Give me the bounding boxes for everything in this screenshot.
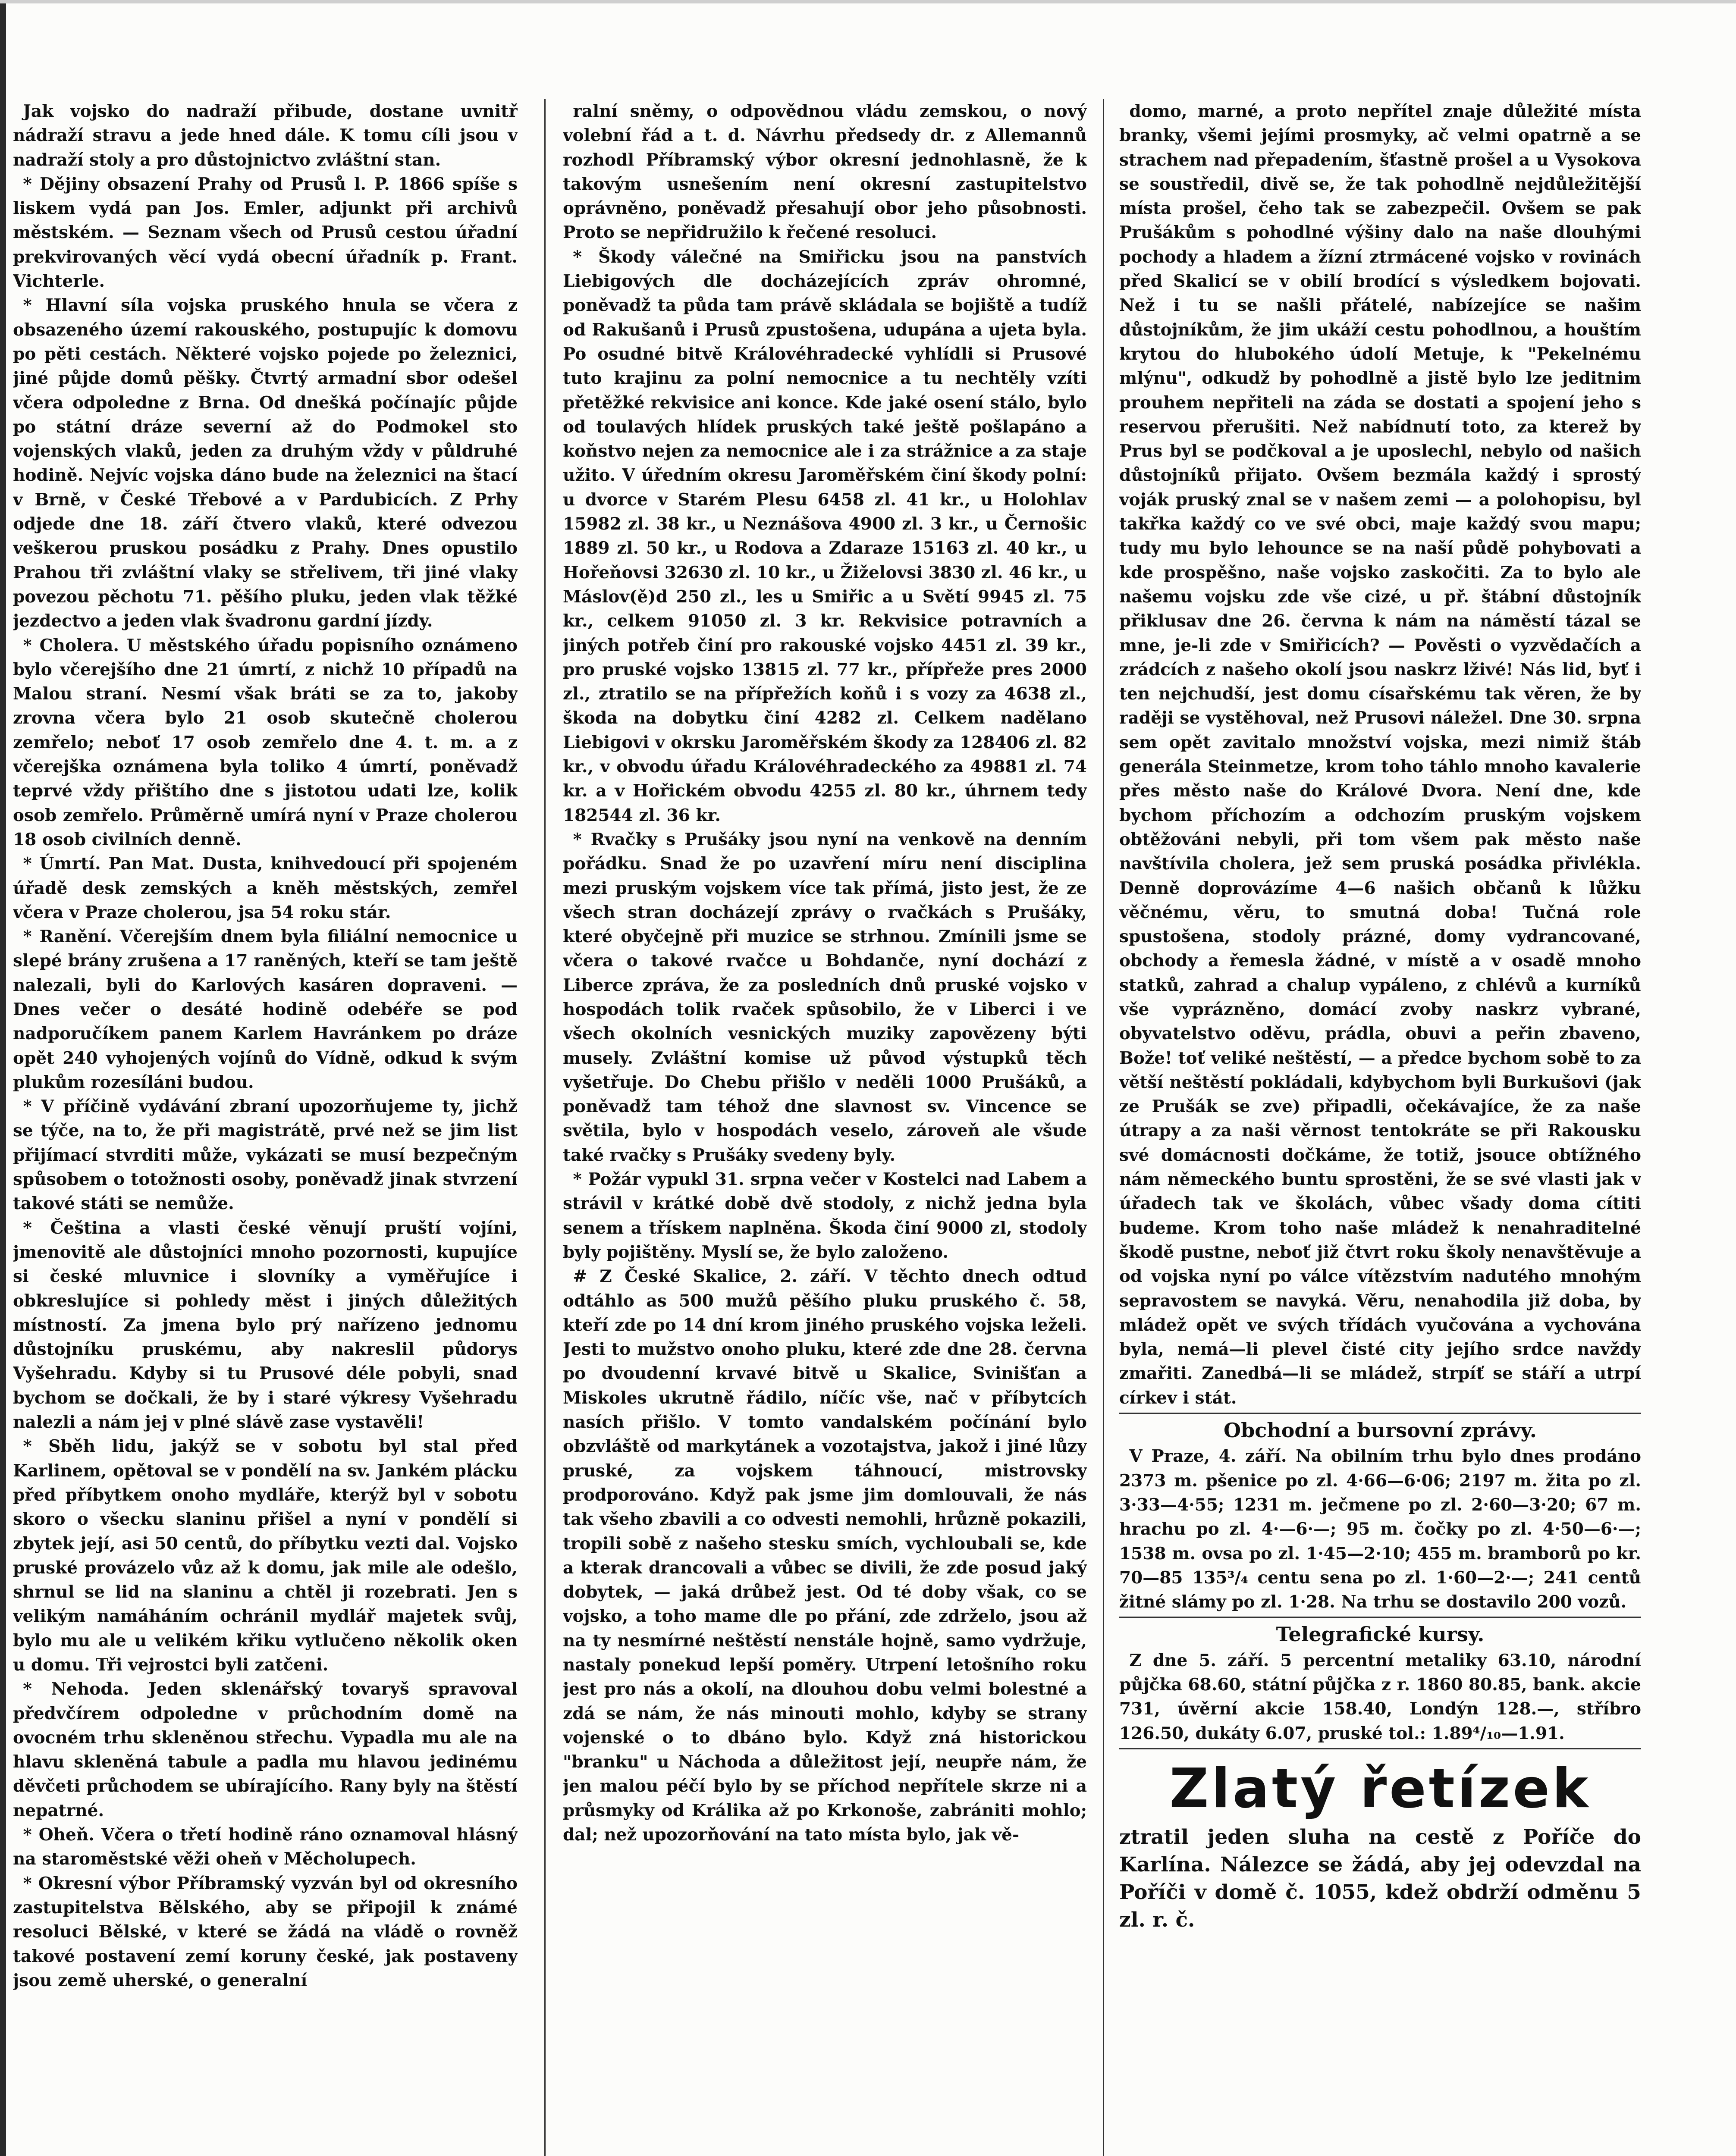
- column-1: [13, 99, 518, 2156]
- column-divider: [1103, 99, 1104, 2156]
- section-divider: [1119, 1748, 1641, 1749]
- article-paragraph: * V příčině vydávání zbraní upozorňujeme ty, jichž se týče, na to, že při magistrátě, prvé než se jim list přijímací stvrditi může, vykázati se musí bezpečným spůsobem o totožnosti osoby, poněvadž jinak stvrzení takové státi se nemůže.: [13, 1097, 518, 1214]
- scan-edge: [0, 0, 6, 2156]
- article-paragraph: * Nehoda. Jeden sklenářský tovaryš spravoval předvčírem odpoledne v průchodním domě na ovocném trhu skleněnou střechu. Vypadla mu ale na hlavu skleněná tabule a padla mu hlavou jedinému děvčeti průchodem se ubírajícího. Rany byly na štěstí nepatrné.: [13, 1679, 518, 1821]
- article-paragraph: # Z České Skalice, 2. září. V těchto dnech odtud odtáhlo as 500 mužů pěšího pluku pruského č. 58, kteří zde po 14 dní krom jiného pruského vojska leželi. Jesti to mužstvo onoho pluku, které zde dne 28. června po dvoudenní krvavé bitvě u Skalice, Svinišťan a Miskoles ukrutně řádilo, níčíc vše, nač v příbytcích nasích přišlo. V tomto vandalském počínání bylo obzvláště od markytánek a vozotajstva, jakož i jiné lůzy pruské, za vojskem táhnoucí, mistrovsky prodporováno. Když pak jsme jim domlouvali, že nás tak všeho zbavili a co odvesti nemohli, hrůzně pokazili, tropili sobě z našeho stesku smích, vychloubali se, kde a kterak drancovali a vůbec se divili, že zde posud jaký dobytek, — jaká drůbež jest. Od té doby však, co se vojsko, a toho mame dle po přání, zde zdrželo, jsou až na ty nesmírné neštěstí nenstále hojně, samo vydržuje, nastaly ponekud lepší poměry. Utrpení letošního roku jest pro nás a okolí, na dlouhou dobu velmi bolestné a zdá se nám, že nás minouti mohlo, kdyby se strany vojenské o to dbáno bylo. Když zná historickou "branku" u Náchoda a důležitost její, neupře nám, že jen malou péčí bylo by se příchod nepřítele skrze ni a průsmyky od Králika až po Krkonoše, zabrániti mohlo; dal; než upozorňování na tato místa bylo, jak vě-: [563, 1266, 1087, 1845]
- section-divider: [1119, 1413, 1641, 1414]
- article-paragraph: * Dějiny obsazení Prahy od Prusů l. P. 1866 spíše s liskem vydá pan Jos. Emler, adjunkt při archivů městském. — Seznam všech od Prusů cestou úřadní prekvirovaných věcí vydá obecní úřadník p. Frant. Vichterle.: [13, 174, 518, 291]
- telegraph-report: Z dne 5. září. 5 percentní metaliky 63.10, národní půjčka 68.60, státní půjčka z r. 1860 80.85, bank. akcie 731, úvěrní akcie 158.40, Londýn 128.—, stříbro 126.50, dukáty 6.07, pruské tol.: 1.89⁴/₁₀—1.91.: [1119, 1650, 1641, 1743]
- telegraph-section-title: Telegrafické kursy.: [1276, 1623, 1485, 1646]
- market-section-title: Obchodní a bursovní zprávy.: [1224, 1419, 1537, 1442]
- article-paragraph: * Požár vypukl 31. srpna večer v Kostelci nad Labem a strávil v krátké době dvě stodoly, z nichž jedna byla senem a třískem naplněna. Škoda činí 9000 zl, stodoly byly pojištěny. Myslí se, že bylo založeno.: [563, 1169, 1087, 1262]
- article-paragraph: Jak vojsko do nadraží přibude, dostane uvnitř nádraží stravu a jede hned dále. K tomu cíli jsou v nadraží stoly a pro důstojnictvo zvláštní stan.: [13, 101, 518, 170]
- article-paragraph: * Oheň. Včera o třetí hodině ráno oznamoval hlásný na staroměstské věži oheň v Měcholupech.: [13, 1825, 518, 1869]
- article-paragraph: * Škody válečné na Smiřicku jsou na panstvích Liebigových dle docházejících zpráv ohromné, poněvadž ta půda tam právě skládala se bojiště a tudíž od Rakušanů i Prusů zpustošena, udupána a ujeta byla. Po osudné bitvě Královéhradecké vyhlídli si Prusové tuto krajinu za polní nemocnice a tu nechtěly vzíti přetěžké rekvisice ani konce. Kde jaké osení stálo, bylo od toulavých hlídek pruských také ještě pošlapáno a koňstvo nejen za nemocnice ale i za strážnice a za staje užito. V úředním okresu Jaroměřském činí škody polní: u dvorce v Starém Plesu 6458 zl. 41 kr., u Holohlav 15982 zl. 38 kr., u Neznášova 4900 zl. 3 kr., u Černošic 1889 zl. 50 kr., u Rodova a Zdaraze 15163 zl. 40 kr., u Hořeňovsi 32630 zl. 10 kr., u Žiželovsi 3830 zl. 46 kr., u Máslov(ě)d 250 zl., les u Smiřic a u Světí 9945 zl. 75 kr., celkem 91050 zl. 3 kr. Rekvisice potravních a jiných potřeb činí pro rakouské vojsko 4451 zl. 39 kr., pro pruské vojsko 13815 zl. 77 kr., přípřeže pres 2000 zl., ztratilo se na přípřežích koňů i s vozy za 4638 zl., škoda na dobytku činí 4282 zl. Celkem nadělano Liebigovi v okrsku Jaroměřském škody za 128406 zl. 82 kr., v obvodu úřadu Královéhradeckého za 49881 zl. 74 kr. a v Hořickém obvodu 4255 zl. 80 kr., úhrnem tedy 182544 zl. 36 kr.: [563, 247, 1087, 825]
- article-paragraph: * Úmrtí. Pan Mat. Dusta, knihvedoucí při spojeném úřadě desk zemských a kněh městských, zemřel včera v Praze cholerou, jsa 54 roku stár.: [13, 854, 518, 922]
- article-paragraph: * Cholera. U městského úřadu popisního oznámeno bylo včerejšího dne 21 úmrtí, z nichž 10 případů na Malou straní. Nesmí však bráti se za to, jakoby zrovna včera bylo 21 osob skutečně cholerou zemřelo; neboť 17 osob zemřelo dne 4. t. m. a z včerejška oznámena byla toliko 4 úmrtí, poněvadž teprvé vždy přištího dne s jistotou udati lze, kolik osob zemřelo. Průměrně umírá nyní v Praze cholerou 18 osob civilních denně.: [13, 635, 518, 849]
- column-3: [1119, 99, 1641, 2156]
- article-paragraph: * Čeština a vlasti české věnují pruští vojíni, jmenovitě ale důstojníci mnoho pozornosti, kupujíce si české mluvnice i slovníky a vyměřujíce i obkreslujíce si pohledy měst i jiných důležitých místností. Za jmena bylo prý nařízeno jednomu důstojníku pruskému, aby nakreslil půdorys Vyšehradu. Kdyby si tu Prusové déle pobyli, snad bychom se dočkali, že by i staré výkresy Vyšehradu nalezli a nám jej v plné slávě zase vystavěli!: [13, 1218, 518, 1432]
- article-paragraph: domo, marné, a proto nepřítel znaje důležité místa branky, všemi jejími prosmyky, ač velmi opatrně a se strachem nad přepadením, šťastně prošel a u Vysokova se soustředil, divě se, že tak pohodlně nejdůležitější místa prošel, čeho tak se zabezpečil. Ovšem se pak Prušákům s pohodlné výšiny dalo na naše dlouhými pochody a hladem a žízní ztrmácené vojsko v rovinách před Skalicí se v obilí brodící s výsledkem bojovati. Než i tu se našli přátelé, nabízejíce se našim důstojníkům, že jim ukáží cestu pohodlnou, a houštím krytou do hlubokého údolí Metuje, k "Pekelnému mlýnu", odkudž by pohodlně a jistě bylo lze jeditnim prouhem nepřiteli na záda se dostati a spojení jeho s reservou přerušiti. Než nabídnutí toto, za kterež by Prus byl se podčkoval a je uposlechl, nebylo od našich důstojníků přijato. Ovšem bezmála každý i sprostý voják pruský znal se v našem zemi — a polohopisu, byl takřka každý co ve své obci, maje každý svou mapu; tudy mu bylo lehounce se na naší půdě pohybovati a kde prospěšno, naše vojsko zaskočiti. Za to bylo ale našemu vojsku zde vše cizé, u př. štábní důstojník přiklusav dne 26. června k nám na náměstí tázal se mne, je-li zde v Smiřicích? — Pověsti o vyzvědačích a zrádcích z našeho okolí jsou naskrz lživé! Nás lid, byť i ten nejchudší, jest domu císařskému tak věren, že by raději se vystěhoval, než Prusovi náležel. Dne 30. srpna sem opět zavitalo množství vojska, mezi nimiž štáb generála Steinmetze, krom toho táhlo mnoho kavalerie přes město naše do Králové Dvora. Není dne, kde bychom příchozím a odchozím pruským vojskem obtěžováni nebyli, při tom všem pak město naše navštívila cholera, jež sem pruská posádka přivlékla. Denně doprovázíme 4—6 našich občanů k lůžku věčnému, věru, to smutná doba! Tučná role spustošena, stodoly prázné, domy vydrancované, obchody a řemesla žádné, v místě a v osadě mnoho statků, zahrad a chalup vypáleno, z chlévů a kurníků vše vyprázněno, domácí zvoby naskrz vybrané, obyvatelstvo oděvu, prádla, obuvi a peřin zbaveno, Bože! toť veliké neštěstí, — a předce bychom sobě to za větší neštěstí pokládali, kdybychom byli Burkušovi (jak ze Prušák se zve) připadli, očekávajíce, že za naše útrapy a za naši věrnost tentokráte se při Rakousku své domácnosti dočkáme, že totiž, jsouce obtížného nám německého buntu sprostěni, že se své vlasti jak v úřadech tak ve školách, vůbec všady doma cítiti budeme. Krom toho naše mládež k nenahraditelné škodě pustne, neboť již čtvrt roku školy nenavštěvuje a od vojska nyní po válce vítězstvím nadutého mnohým sepravostem se navyká. Věru, nenahodila již doba, by mládež opět ve svých třídách vyučována a vychována byla, nemá—li plevel čisté city jejího srdce navždy zmařiti. Zanedbá—li se mládež, strpíť se stáří a utrpí církev i stát.: [1119, 101, 1641, 1408]
- article-paragraph: * Rvačky s Prušáky jsou nyní na venkově na denním pořádku. Snad že po uzavření míru není disciplina mezi pruským vojskem více tak přímá, jisto jest, že ze všech stran docházejí zprávy o rvačkách s Prušáky, které obyčejně při muzice se strhnou. Zmínili jsme se včera o takové rvačce u Bohdanče, nyní dochází z Liberce zpráva, že za posledních dnů pruské vojsko v hospodách tolik rvaček spůsobilo, že v Liberci i ve všech okolních vesnických muziky zapovězeny býti musely. Zvláštní komise už původ výstupků těch vyšetřuje. Do Chebu přišlo v neděli 1000 Prušáků, a poněvadž tam téhož dne slavnost sv. Vincence se světila, bylo v hospodách veselo, zároveň ale všude také rvačky s Prušáky svedeny byly.: [563, 829, 1087, 1165]
- section-divider: [1119, 1617, 1641, 1618]
- column-divider: [544, 99, 546, 2156]
- article-paragraph: * Ranění. Včerejším dnem byla filiální nemocnice u slepé brány zrušena a 17 raněných, kteří se tam ještě nalezali, byli do Karlových kasáren dopraveni. — Dnes večer o desáté hodině odebéře se pod nadporučíkem panem Karlem Havránkem po dráze opět 240 vyhojených vojínů do Vídně, odkud k svým plukům rozesíláni budou.: [13, 927, 518, 1092]
- scan-edge-top: [0, 0, 1736, 3]
- advertisement-title: Zlatý řetízek: [1169, 1756, 1591, 1820]
- article-paragraph: ralní sněmy, o odpovědnou vládu zemskou, o nový volební řád a t. d. Návrhu předsedy dr. z Allemannů rozhodl Příbramský výbor okresní jednohlasně, že k takovým usnešením není okresní zastupitelstvo oprávněno, poněvadž přesahují obor jeho působnosti. Proto se nepřidružilo k řečené resoluci.: [563, 101, 1087, 243]
- column-2: [563, 99, 1087, 2156]
- article-paragraph: * Sběh lidu, jakýž se v sobotu byl stal před Karlinem, opětoval se v pondělí na sv. Jankém plácku před příbytkem onoho mydláře, kterýž byl v sobotu skoro o všecku slaninu přišel a nyní v pondělí si zbytek její, asi 50 centů, do příbytku vezti dal. Vojsko pruské provázelo vůz až k domu, jak mile ale odešlo, shrnul se lid na slaninu a chtěl ji rozebrati. Jen s velikým namáháním ochránil mydlář majetek svůj, bylo mu ale u velikém křiku vytlučeno několik oken u domu. Tři vejrostci byli zatčeni.: [13, 1436, 518, 1675]
- article-paragraph: * Okresní výbor Příbramský vyzván byl od okresního zastupitelstva Bělského, aby se připojil k známé resoluci Bělské, v které se žádá na vládě o rovněž takové postavení zemí koruny české, jak postaveny jsou země uherské, o generalní: [13, 1873, 518, 1990]
- article-paragraph: * Hlavní síla vojska pruského hnula se včera z obsazeného území rakouského, postupujíc k domovu po pěti cestách. Některé vojsko pojede po železnici, jiné půjde domů pěšky. Čtvrtý armadní sbor odešel včera odpoledne z Brna. Od dnešká počínajíc půjde po státní dráze severní až do Podmokel sto vojenských vlaků, jeden za druhým vždy v půldruhé hodině. Nejvíc vojska dáno bude na železnici na štací v Brně, v České Třebové a v Pardubicích. Z Prhy odjede dne 18. září čtvero vlaků, které odvezou veškerou pruskou posádku z Prahy. Dnes opustilo Prahou tři zvláštní vlaky se střelivem, tři jiné vlaky povezou pěchotu 71. pěšího pluku, jeden vlak těžké jezdectvo a jeden vlak švadronu gardní jízdy.: [13, 295, 518, 631]
- advertisement-text: ztratil jeden sluha na cestě z Poříče do Karlína. Nálezce se žádá, aby jej odevzdal na Poříči v domě č. 1055, kdež obdrží odměnu 5 zl. r. č.: [1119, 1825, 1641, 1932]
- market-report: V Praze, 4. září. Na obilním trhu bylo dnes prodáno 2373 m. pšenice po zl. 4·66—6·06; 2197 m. žita po zl. 3·33—4·55; 1231 m. ječmene po zl. 2·60—3·20; 67 m. hrachu po zl. 4·—6·—; 95 m. čočky po zl. 4·50—6·—; 1538 m. ovsa po zl. 1·45—2·10; 455 m. bramborů po kr. 70—85 135³/₄ centu sena po zl. 1·60—2·—; 241 centů žitné slámy po zl. 1·28. Na trhu se dostavilo 200 vozů.: [1119, 1446, 1641, 1612]
